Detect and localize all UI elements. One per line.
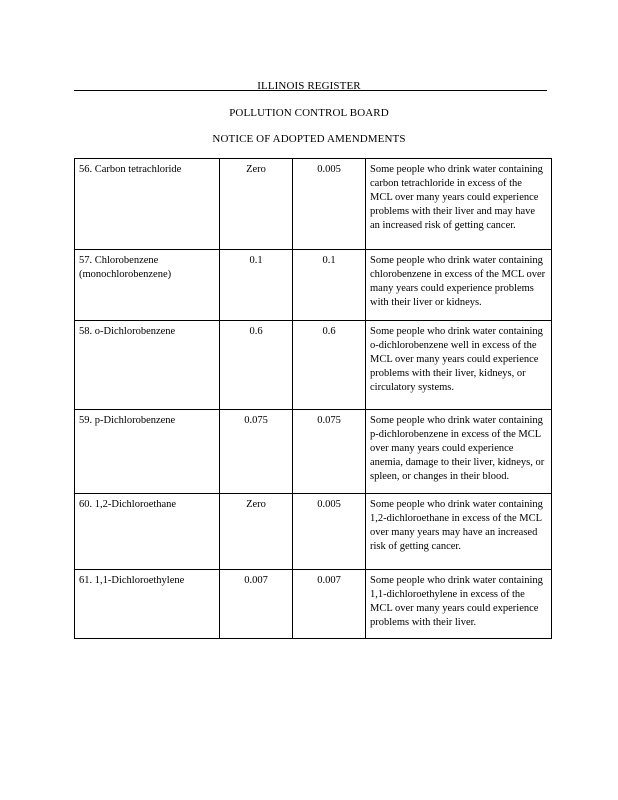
contaminant-name: 58. o-Dichlorobenzene <box>75 321 220 410</box>
table-row <box>75 250 552 321</box>
health-effects: Some people who drink water containing p-dichlorobenzene in excess of the MCL over many years could experience anemia, damage to their liver, kidneys, or spleen, or changes in their blood. <box>366 410 552 494</box>
mclg-value: 0.1 <box>220 250 293 321</box>
mclg-value: 0.075 <box>220 410 293 494</box>
mclg-value: Zero <box>220 159 293 250</box>
contaminant-name: 60. 1,2-Dichloroethane <box>75 494 220 570</box>
mcl-value: 0.007 <box>293 570 366 639</box>
health-effects: Some people who drink water containing 1,1-dichloroethylene in excess of the MCL over many years could experience problems with their liver. <box>366 570 552 639</box>
mclg-value: Zero <box>220 494 293 570</box>
table-row <box>75 410 552 494</box>
table-row <box>75 494 552 570</box>
health-effects: Some people who drink water containing carbon tetrachloride in excess of the MCL over many years could experience problems with their liver and may have an increased risk of getting cancer. <box>366 159 552 250</box>
health-effects: Some people who drink water containing o-dichlorobenzene well in excess of the MCL over many years could experience problems with their liver, kidneys, or circulatory systems. <box>366 321 552 410</box>
notice-title: NOTICE OF ADOPTED AMENDMENTS <box>212 133 406 145</box>
health-effects: Some people who drink water containing chlorobenzene in excess of the MCL over many years could experience problems with their liver or kidneys. <box>366 250 552 321</box>
table-row <box>75 159 552 250</box>
mcl-value: 0.6 <box>293 321 366 410</box>
mclg-value: 0.007 <box>220 570 293 639</box>
mcl-value: 0.005 <box>293 159 366 250</box>
mclg-value: 0.6 <box>220 321 293 410</box>
table-row <box>75 321 552 410</box>
contaminant-name: 57. Chlorobenzene (monochlorobenzene) <box>75 250 220 321</box>
mcl-value: 0.005 <box>293 494 366 570</box>
health-effects: Some people who drink water containing 1,2-dichloroethane in excess of the MCL over many years may have an increased risk of getting cancer. <box>366 494 552 570</box>
contaminant-name: 56. Carbon tetrachloride <box>75 159 220 250</box>
mcl-value: 0.075 <box>293 410 366 494</box>
mcl-value: 0.1 <box>293 250 366 321</box>
register-title: ILLINOIS REGISTER <box>257 80 361 92</box>
board-title: POLLUTION CONTROL BOARD <box>229 107 389 119</box>
contaminant-table <box>74 158 552 639</box>
table-row <box>75 570 552 639</box>
contaminant-name: 59. p-Dichlorobenzene <box>75 410 220 494</box>
contaminant-name: 61. 1,1-Dichloroethylene <box>75 570 220 639</box>
